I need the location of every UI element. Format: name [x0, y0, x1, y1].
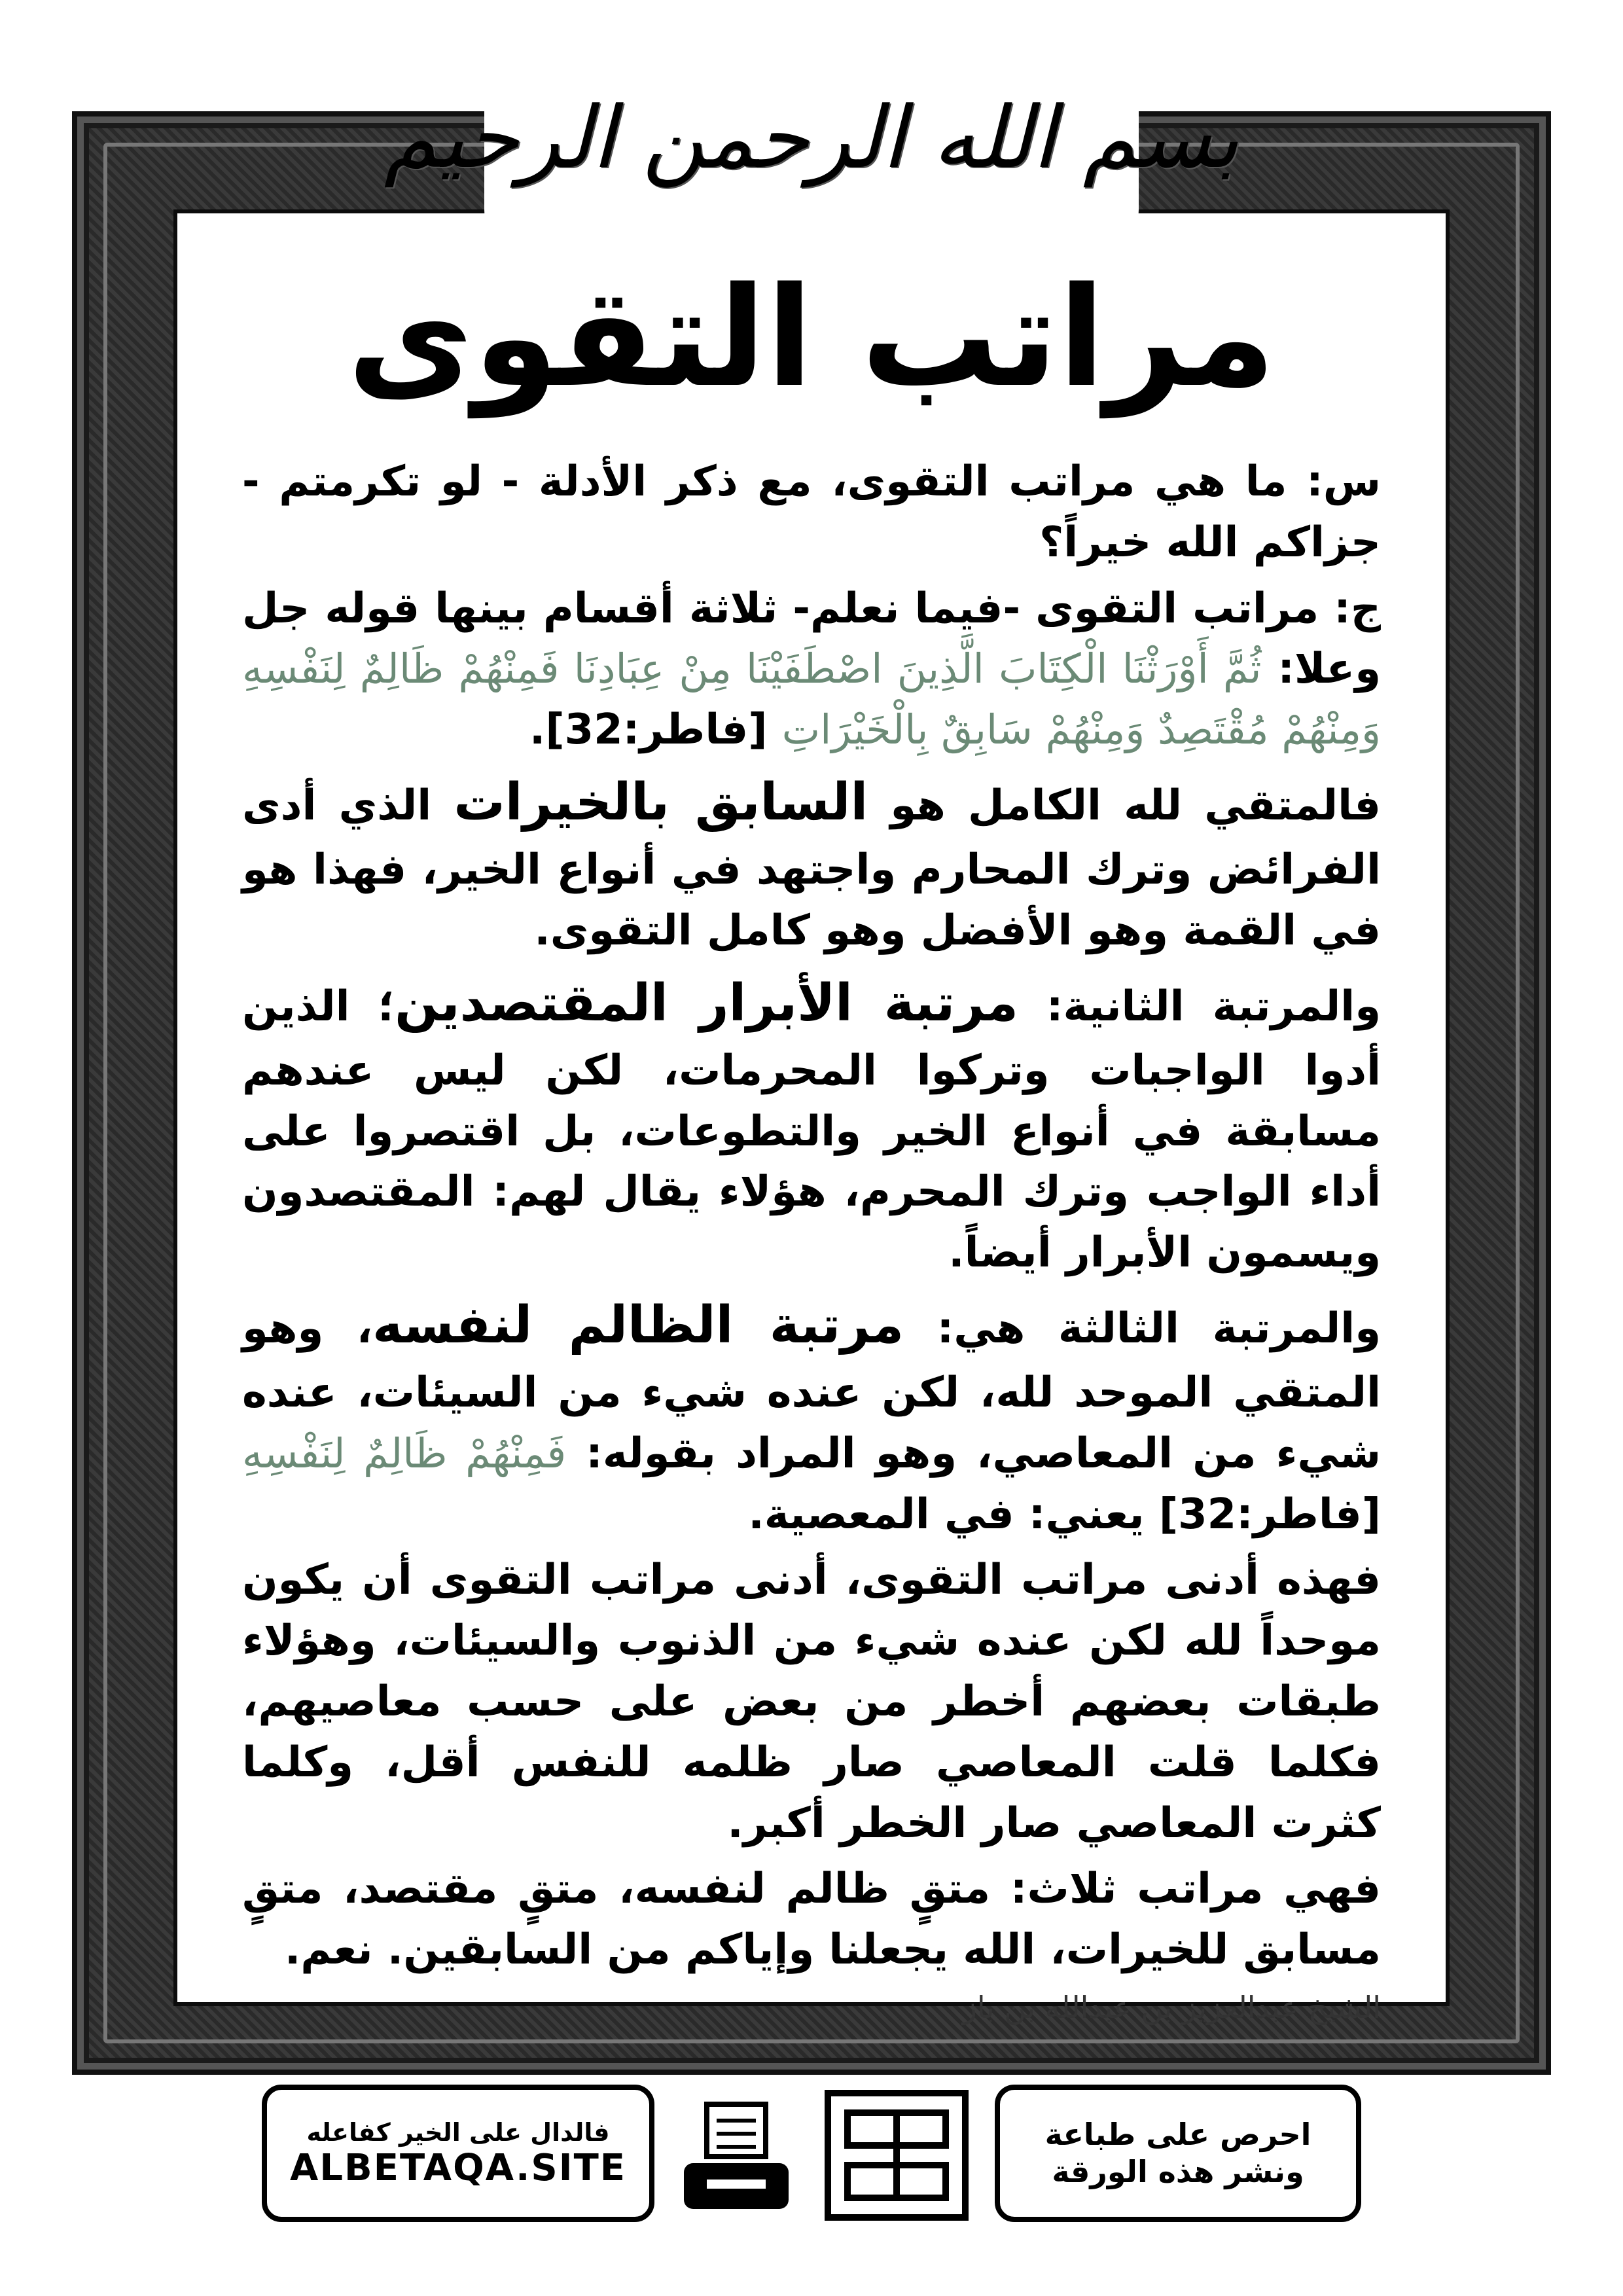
p2-start: والمرتبة الثانية:	[1046, 982, 1381, 1031]
paragraph-second-rank	[242, 967, 1381, 1283]
p1-start: فالمتقي لله الكامل هو	[890, 781, 1382, 830]
footer-site-link[interactable]: ALBETAQA.SITE	[289, 2146, 627, 2189]
printer-icon	[681, 2098, 792, 2215]
dawah-logo	[818, 2085, 975, 2225]
p1-highlight: السابق بالخيرات	[454, 772, 868, 832]
logo-mark	[821, 2087, 972, 2224]
footer-print-line1: احرص على طباعة	[1044, 2116, 1311, 2152]
footer-print-box	[995, 2085, 1361, 2222]
page-title: مراتب التقوى	[347, 257, 1276, 418]
footer-print-line2: ونشر هذه الورقة	[1052, 2154, 1304, 2189]
p3-rest: ، وهو المتقي الموحد لله، لكن عنده شيء من السيئات، عنده شيء من المعاصي، وهو المراد بقوله:	[242, 1304, 1382, 1478]
author-name: الشيخ عبدالعزيز بن عبدالله بن باز	[962, 1990, 1381, 2025]
paragraph-fourth: فهذه أدنى مراتب التقوى، أدنى مراتب التقوى أن يكون موحداً لله لكن عنده شيء من الذنوب والسيئات، وهؤلاء طبقات بعضهم أخطر من بعض على حسب معاصيهم، فكلما قلت المعاصي صار ظلمه للنفس أقل، وكلما كثرت المعاصي صار الخطر أكبر.	[242, 1556, 1381, 1848]
footer	[262, 2085, 1361, 2232]
paragraph-third-rank	[242, 1289, 1381, 1545]
p3-highlight: مرتبة الظالم لنفسه	[372, 1295, 904, 1355]
p2-highlight: مرتبة الأبرار المقتصدين	[395, 973, 1018, 1033]
quran-verse: ثُمَّ أَوْرَثْنَا الْكِتَابَ الَّذِينَ اصْطَفَيْنَا مِنْ عِبَادِنَا فَمِنْهُمْ ظَالِمٌ لِنَفْسِهِ وَمِنْهُمْ مُقْتَصِدٌ وَمِنْهُمْ سَابِقٌ بِالْخَيْرَاتِ	[242, 645, 1381, 754]
p3-verse: فَمِنْهُمْ ظَالِمٌ لِنَفْسِهِ	[242, 1429, 567, 1477]
question-line1: س: ما هي مراتب التقوى، مع ذكر الأدلة - لو تكرمتم -	[242, 457, 1381, 506]
answer-intro: ج: مراتب التقوى -فيما نعلم- ثلاثة أقسام بينها قوله جل وعلا:	[242, 584, 1382, 694]
basmala-banner	[383, 26, 1240, 249]
p3-start: والمرتبة الثالثة هي:	[936, 1304, 1381, 1353]
paragraph-first-rank	[242, 766, 1381, 961]
p2-rest: ؛ الذين أدوا الواجبات وتركوا المحرمات، لكن ليس عندهم مسابقة في أنواع الخير والتطوعات، بل اقتصروا على أداء الواجب وترك المحرم، هؤلاء يقال لهم: المقتصدون ويسمون الأبرار أيضاً.	[242, 982, 1381, 1278]
answer	[242, 579, 1381, 761]
footer-site-box	[262, 2085, 654, 2222]
paragraph-conclusion: فهي مراتب ثلاث: متقٍ ظالم لنفسه، متقٍ مقتصد، متقٍ مسابق للخيرات، الله يجعلنا وإياكم من السابقين. نعم.	[242, 1865, 1381, 1975]
question	[242, 452, 1381, 573]
p3-end: يعني: في المعصية.	[748, 1490, 1145, 1539]
p1-rest: الذي أدى الفرائض وترك المحارم واجتهد في أنواع الخير، فهذا هو في القمة وهو الأفضل وهو كامل التقوى.	[242, 781, 1381, 955]
question-line2: جزاكم الله خيراً؟	[1039, 518, 1381, 567]
verse-reference: [فاطر:32].	[529, 706, 768, 755]
footer-motto: فالدال على الخير كفاعله	[306, 2117, 610, 2147]
p3-verse-ref: [فاطر:32]	[1158, 1490, 1381, 1539]
article-body	[242, 452, 1381, 1986]
basmala-calligraphy: بسم الله الرحمن الرحيم	[383, 88, 1240, 187]
